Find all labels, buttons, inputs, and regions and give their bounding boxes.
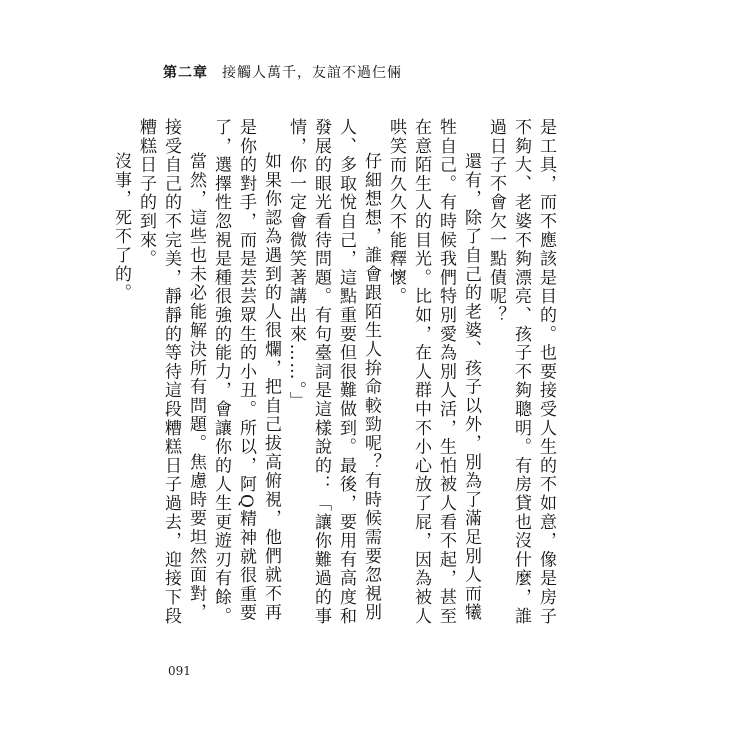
vertical-body-text	[108, 118, 558, 638]
page-number: 091	[168, 664, 191, 678]
paragraph: 當然，這些也未必能解決所有問題。焦慮時要坦然面對，接受自己的不完美，靜靜的等待這段糟糕日子過去，迎接下段糟糕日子的到來。	[136, 118, 206, 626]
paragraph: 如果你認為遇到的人很爛，把自己拔高俯視，他們就不再是你的對手，而是芸芸眾生的小丑。所以，阿Q精神就很重要了，選擇性忽視是種很強的能力，會讓你的人生更遊刃有餘。	[211, 118, 281, 626]
chapter-title: 接觸人萬千，友誼不過仨倆	[222, 65, 402, 81]
running-header	[163, 62, 402, 82]
chapter-label: 第二章	[163, 65, 208, 81]
paragraph: 沒事，死不了的。	[111, 152, 131, 303]
paragraph: 仔細想想，誰會跟陌生人拚命較勁呢？有時候需要忽視別人、多取悅自己，這點重要但很難做到。最後，要用有高度和發展的眼光看待問題。有句臺詞是這樣說的：「讓你難過的事情，你一定會微笑著講出來……。」	[286, 118, 381, 626]
paragraph: 是工具，而不應該是目的。也要接受人生的不如意，像是房子不夠大、老婆不夠漂亮、孩子不夠聰明。有房貸也沒什麼，誰過日子不會欠一點債呢？	[486, 118, 556, 626]
paragraph: 還有，除了自己的老婆、孩子以外，別為了滿足別人而犧牲自己。有時候我們特別愛為別人活，生怕被人看不起，甚至在意陌生人的目光。比如，在人群中不小心放了屁，因為被人哄笑而久久不能釋懷。	[386, 118, 481, 626]
